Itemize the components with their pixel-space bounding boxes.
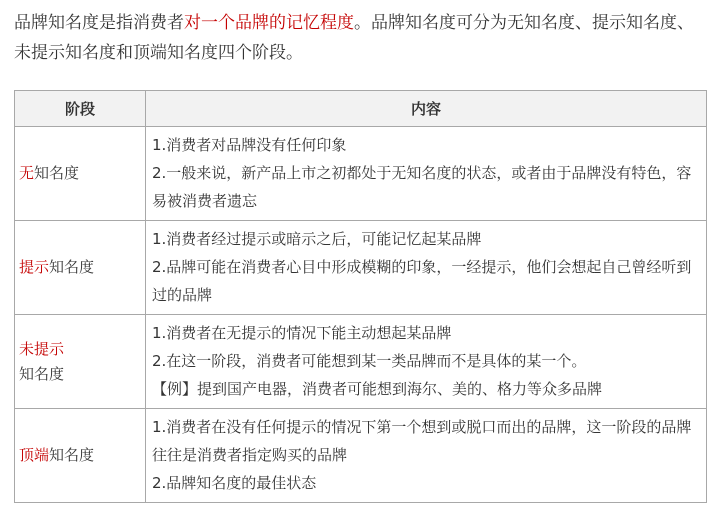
stage-cell [15,127,146,221]
intro-text-part1: 品牌知名度是指消费者 [14,13,184,33]
intro-highlight: 对一个品牌的记忆程度 [184,13,354,33]
stage-cell [15,315,146,409]
stage-highlight: 提示 [19,258,50,276]
stage-rest: 知名度 [34,164,80,182]
content-line: 2.品牌知名度的最佳状态 [152,474,317,492]
table-row [15,315,707,409]
stage-rest: 知名度 [49,446,95,464]
stage-highlight: 顶端 [19,446,50,464]
stage-cell [15,409,146,503]
content-line: 2.一般来说，新产品上市之初都处于无知名度的状态，或者由于品牌没有特色，容易被消费者遗忘 [152,164,692,210]
table-row [15,409,707,503]
content-line: 1.消费者在没有任何提示的情况下第一个想到或脱口而出的品牌，这一阶段的品牌往往是消费者指定购买的品牌 [152,418,692,464]
stage-cell [15,221,146,315]
stage-rest: 知名度 [19,364,65,383]
content-line: 2.在这一阶段，消费者可能想到某一类品牌而不是具体的某一个。 [152,352,587,370]
content-cell [146,409,707,503]
header-content: 内容 [146,91,707,127]
content-cell [146,127,707,221]
content-line: 1.消费者在无提示的情况下能主动想起某品牌 [152,324,452,342]
content-cell [146,221,707,315]
stage-rest: 知名度 [49,258,95,276]
content-line: 1.消费者经过提示或暗示之后，可能记忆起某品牌 [152,230,482,248]
intro-text-part2: 。品牌知名度可分为无知名度、提示知名度、未提示知名度和顶端知名度四个阶段。 [14,13,694,63]
brand-awareness-table [14,90,707,503]
content-line: 1.消费者对品牌没有任何印象 [152,136,347,154]
stage-highlight: 未提示 [19,339,65,358]
table-header-row [15,91,707,127]
table-row [15,127,707,221]
content-cell [146,315,707,409]
intro-paragraph [14,8,704,68]
table-row [15,221,707,315]
header-stage: 阶段 [15,91,146,127]
stage-highlight: 无 [19,164,35,182]
content-line: 【例】提到国产电器，消费者可能想到海尔、美的、格力等众多品牌 [152,380,603,398]
content-line: 2.品牌可能在消费者心目中形成模糊的印象，一经提示，他们会想起自己曾经听到过的品牌 [152,258,692,304]
